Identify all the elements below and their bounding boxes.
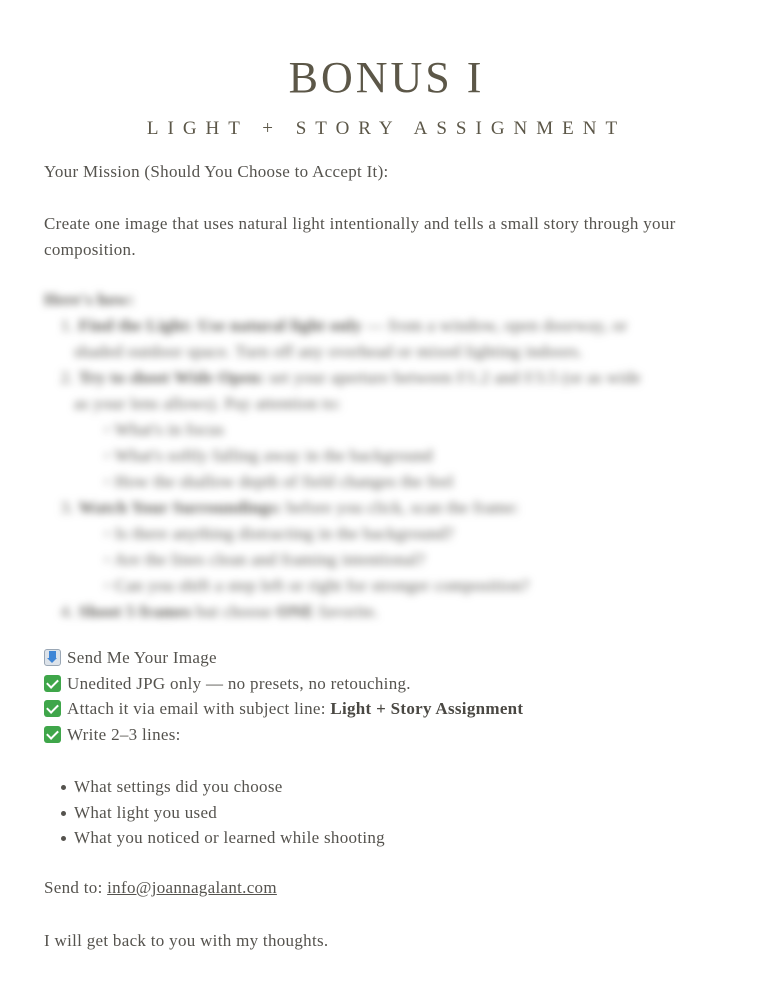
inbox-tray-icon [44,649,61,666]
step-subitem: ◦ Are the lines clean and framing intentional? [104,550,426,569]
step-item: 4. Shoot 5 frames but choose ONE favorite. [60,602,379,621]
mission-description: Create one image that uses natural light intentionally and tells a small story through your composition. [44,214,676,259]
mission-heading: Your Mission (Should You Choose to Accept It): [44,162,389,181]
list-item: What you noticed or learned while shooting [44,825,724,851]
check-icon [44,700,61,717]
email-link[interactable]: info@joannagalant.com [107,878,277,897]
step-item: 2. Try to shoot Wide Open: set your aperture between f/1.2 and f/3.5 (or as wide [60,368,641,387]
step-subitem: ◦ Can you shift a step left or right for stronger composition? [104,576,530,595]
steps-heading: Here's how: [44,290,135,309]
check-icon [44,675,61,692]
step-item: 3. Watch Your Surroundings: before you click, scan the frame: [60,498,520,517]
write-lines-list [44,774,724,851]
step-item-continuation: shaded outdoor space. Turn off any overhead or mixed lighting indoors. [74,342,583,361]
contact-line [44,875,724,901]
check-icon [44,726,61,743]
check-item: Write 2–3 lines: [44,722,724,748]
step-subitem: ◦ How the shallow depth of field changes the feel [104,472,454,491]
check-item: Unedited JPG only — no presets, no retouching. [44,671,724,697]
step-subitem: ◦ What's softly falling away in the background [104,446,433,465]
send-heading: Send Me Your Image [44,645,724,671]
step-item-continuation: as your lens allows). Pay attention to: [74,394,342,413]
list-item: What settings did you choose [44,774,724,800]
step-subitem: ◦ Is there anything distracting in the background? [104,524,455,543]
closing-text: I will get back to you with my thoughts. [44,931,329,950]
step-item: 1. Find the Light: Use natural light only — from a window, open doorway, or [60,316,628,335]
contact-label: Send to: [44,878,108,897]
list-item: What light you used [44,800,724,826]
page-subtitle: LIGHT + STORY ASSIGNMENT [146,118,627,139]
page-title: BONUS I [288,53,485,102]
step-subitem: ◦ What's in focus [104,420,225,439]
send-section [44,645,724,747]
check-item: Attach it via email with subject line: Light + Story Assignment [44,696,724,722]
steps-section [44,287,724,625]
